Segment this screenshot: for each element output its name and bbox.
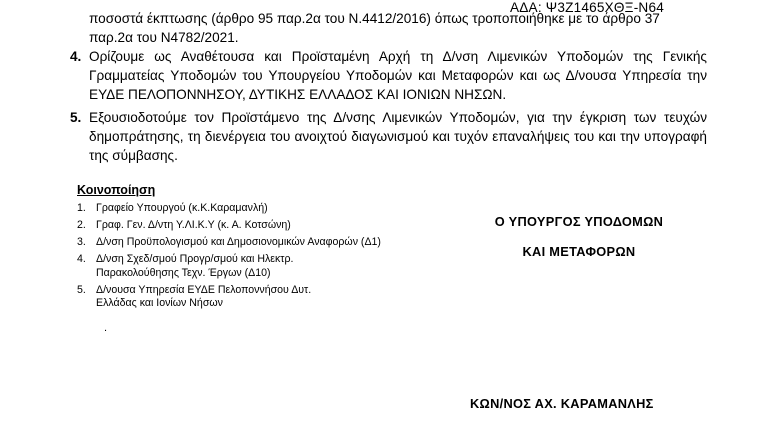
list-item-number: 3. [77,236,86,248]
paragraph-5: Εξουσιοδοτούμε τον Προϊστάμενο της Δ/νσης Λιμενικών Υποδομών, για την έγκριση των τευχών δημοπράτησης, τη διενέργεια του ανοιχτού διαγωνισμού και τυχόν επαναλήψεις του και την υπογραφή της σύμβασης. [89,110,707,163]
paragraph-number: 5. [70,110,82,125]
signatory-title-line1: Ο ΥΠΟΥΡΓΟΣ ΥΠΟΔΟΜΩΝ [494,214,664,229]
list-item [77,202,331,216]
paragraph-3-continuation [89,9,707,47]
signatory-title-line2: ΚΑΙ ΜΕΤΑΦΟΡΩΝ [522,244,636,259]
list-item [77,219,331,233]
list-item-number: 5. [77,283,86,296]
list-item [77,253,331,280]
list-item-text: Δ/νση Σχεδ/σμού Προγρ/σμού και Ηλεκτρ. Παρακολούθησης Τεχν. Έργων (Δ10) [96,253,294,279]
paragraph-4: Ορίζουμε ως Αναθέτουσα και Προϊσταμένη Αρχή τη Δ/νση Λιμενικών Υποδομών της Γενικής Γραμματείας Υποδομών του Υπουργείου Υποδομών και Μεταφορών και ως Δ/νουσα Υπηρεσία την ΕΥΔΕ ΠΕΛΟΠΟΝΝΗΣΟΥ, ΔΥΤΙΚΗΣ ΕΛΛΑΔΟΣ ΚΑΙ ΙΟΝΙΩΝ ΝΗΣΩΝ. [89,49,707,102]
list-item-text: Δ/νουσα Υπηρεσία ΕΥΔΕ Πελοποννήσου Δυτ. Ελλάδας και Ιονίων Νήσων [96,283,312,309]
signatory-name: ΚΩΝ/ΝΟΣ ΑΧ. ΚΑΡΑΜΑΝΛΗΣ [470,396,654,411]
list-item [77,236,421,250]
trailing-dot: . [104,322,108,334]
distribution-list [77,202,417,314]
list-item-number: 1. [77,202,86,214]
paragraph-number: 4. [70,49,82,64]
list-item-text: Γραφείο Υπουργού (κ.Κ.Καραμανλή) [96,202,268,214]
list-item [77,284,341,311]
list-item-text: Δ/νση Προϋπολογισμού και Δημοσιονομικών Αναφορών (Δ1) [96,236,381,248]
distribution-title: Κοινοποίηση [77,183,156,197]
paragraph-line: παρ.2α του Ν4782/2021. [89,30,239,45]
list-item-text: Γραφ. Γεν. Δ/ντη Υ.ΛΙ.Κ.Υ (κ. Α. Κοτσώνη) [96,219,291,231]
list-item-number: 2. [77,219,86,231]
paragraph-line: ποσοστά έκπτωσης (άρθρο 95 παρ.2α του Ν.4412/2016) όπως τροποποιήθηκε με το άρθρο 37 [89,11,660,26]
list-item-number: 4. [77,253,86,265]
ada-code: ΑΔΑ: Ψ3Ζ1465ΧΘΞ-Ν64 [510,0,664,15]
